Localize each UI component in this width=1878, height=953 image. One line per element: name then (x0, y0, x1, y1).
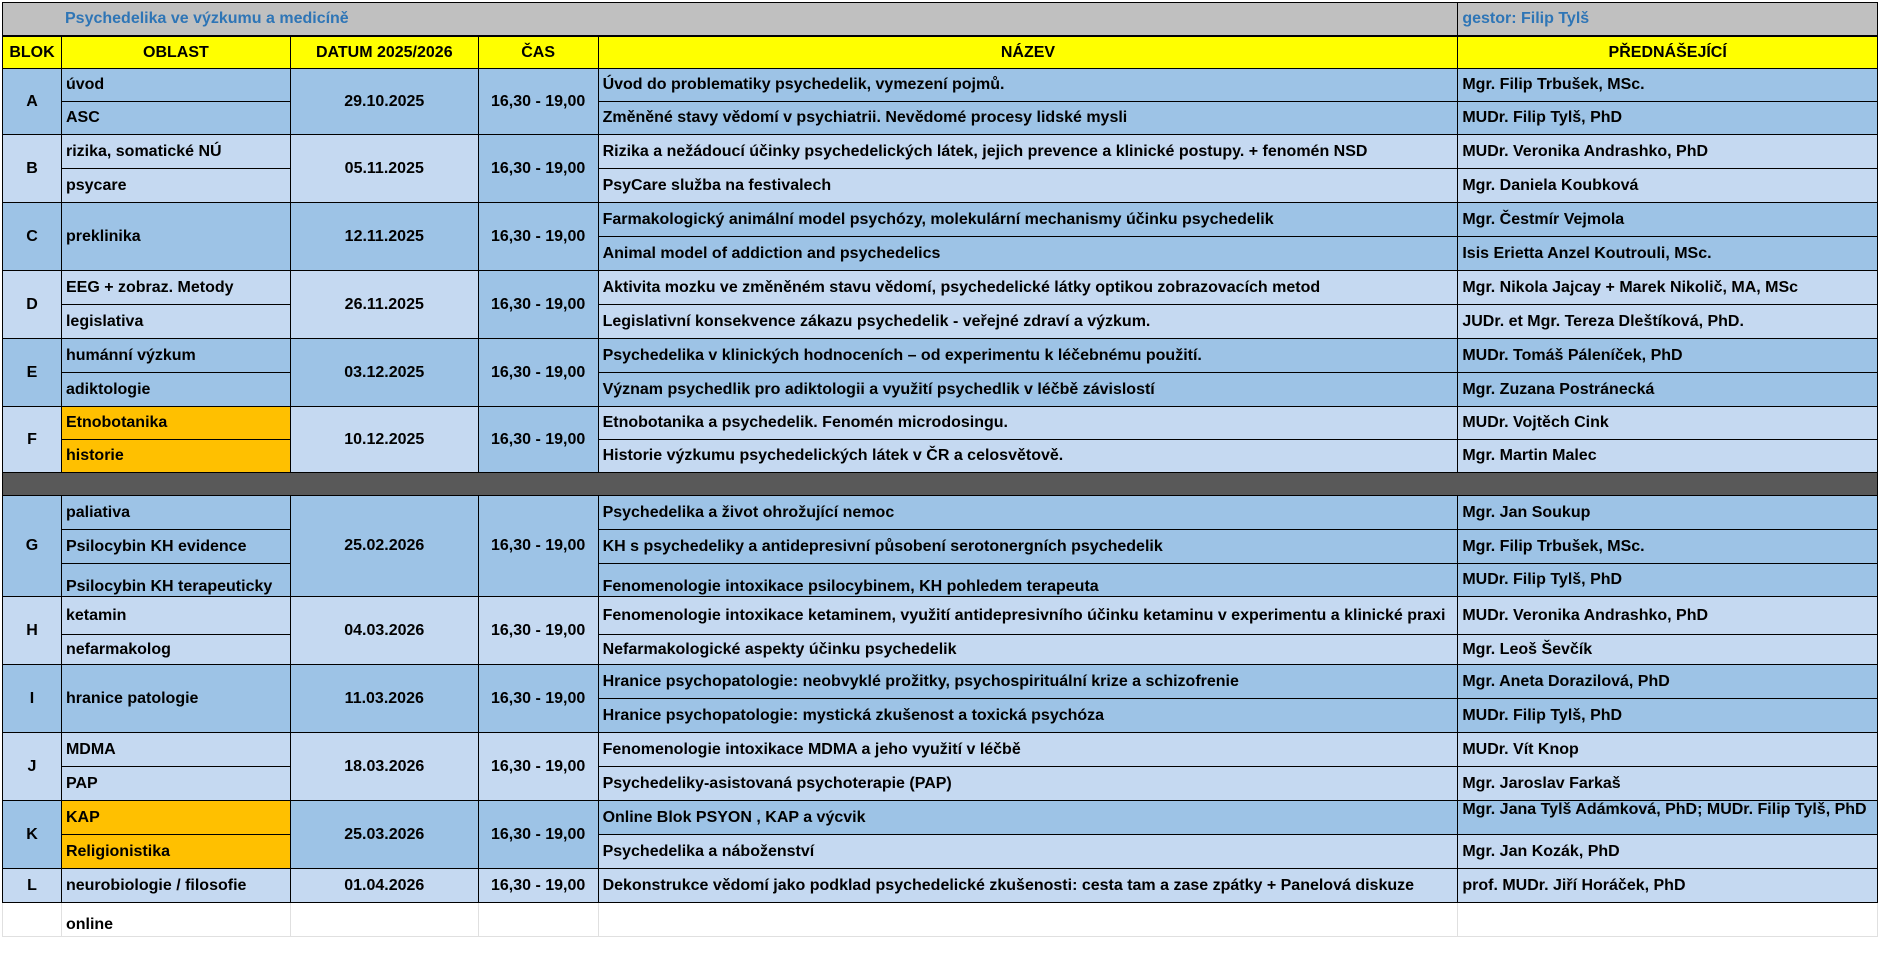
header-nazev[interactable]: NÁZEV (598, 36, 1458, 69)
cell-oblast[interactable]: rizika, somatické NÚ (61, 135, 290, 169)
table-row (3, 135, 1878, 169)
cell-cas[interactable]: 16,30 - 19,00 (478, 801, 598, 869)
table-row (3, 530, 1878, 564)
cell-blok[interactable]: A (3, 69, 62, 135)
cell-cas[interactable]: 16,30 - 19,00 (478, 496, 598, 597)
cell-nazev[interactable]: Dekonstrukce vědomí jako podklad psychedelické zkušenosti: cesta tam a zase zpátky + Panelová diskuze (598, 869, 1458, 903)
cell-cas[interactable]: 16,30 - 19,00 (478, 135, 598, 203)
cell-datum[interactable]: 29.10.2025 (290, 69, 478, 135)
cell-oblast[interactable]: hranice patologie (61, 665, 290, 733)
cell-oblast[interactable]: EEG + zobraz. Metody (61, 271, 290, 305)
cell-lektor[interactable]: JUDr. et Mgr. Tereza Dleštíková, PhD. (1458, 305, 1878, 339)
cell-lektor[interactable]: MUDr. Filip Tylš, PhD (1458, 564, 1878, 597)
table-row (3, 564, 1878, 597)
cell-lektor[interactable]: prof. MUDr. Jiří Horáček, PhD (1458, 869, 1878, 903)
cell-lektor[interactable]: MUDr. Tomáš Páleníček, PhD (1458, 339, 1878, 373)
cell-blok[interactable]: B (3, 135, 62, 203)
table-row (3, 271, 1878, 305)
cell-lektor[interactable]: Mgr. Filip Trbušek, MSc. (1458, 530, 1878, 564)
cell-nazev[interactable]: Fenomenologie intoxikace MDMA a jeho využití v léčbě (598, 733, 1458, 767)
cell-oblast[interactable]: Etnobotanika (61, 407, 290, 440)
header-prednasejici[interactable]: PŘEDNÁŠEJÍCÍ (1458, 36, 1878, 69)
cell-cas[interactable]: 16,30 - 19,00 (478, 407, 598, 473)
cell-lektor[interactable]: Mgr. Aneta Dorazilová, PhD (1458, 665, 1878, 699)
empty-cell[interactable] (478, 903, 598, 937)
cell-nazev[interactable]: Význam psychedlik pro adiktologii a využití psychedlik v léčbě závislostí (598, 373, 1458, 407)
cell-nazev[interactable]: Psychedelika v klinických hodnoceních – od experimentu k léčebnému použití. (598, 339, 1458, 373)
cell-lektor[interactable]: Isis Erietta Anzel Koutrouli, MSc. (1458, 237, 1878, 271)
separator (3, 473, 1878, 496)
cell-oblast[interactable]: humánní výzkum (61, 339, 290, 373)
schedule-table (2, 2, 1878, 937)
cell-lektor[interactable]: Mgr. Zuzana Postránecká (1458, 373, 1878, 407)
cell-datum[interactable]: 03.12.2025 (290, 339, 478, 407)
cell-blok[interactable]: E (3, 339, 62, 407)
gestor[interactable]: gestor: Filip Tylš (1458, 3, 1878, 37)
empty-cell[interactable] (3, 903, 62, 937)
table-row (3, 305, 1878, 339)
cell-oblast[interactable]: nefarmakolog (61, 635, 290, 665)
cell-cas[interactable]: 16,30 - 19,00 (478, 597, 598, 665)
cell-datum[interactable]: 25.03.2026 (290, 801, 478, 869)
header-blok[interactable]: BLOK (3, 36, 62, 69)
cell-nazev[interactable]: Úvod do problematiky psychedelik, vymezení pojmů. (598, 69, 1458, 102)
cell-oblast[interactable]: ketamin (61, 597, 290, 635)
cell-nazev[interactable]: Online Blok PSYON , KAP a výcvik (598, 801, 1458, 835)
cell-nazev[interactable]: Farmakologický animální model psychózy, molekulární mechanismy účinku psychedelik (598, 203, 1458, 237)
cell-datum[interactable]: 05.11.2025 (290, 135, 478, 203)
cell-nazev[interactable]: Hranice psychopatologie: mystická zkušenost a toxická psychóza (598, 699, 1458, 733)
cell-oblast[interactable]: adiktologie (61, 373, 290, 407)
separator-row (3, 473, 1878, 496)
cell-blok[interactable]: J (3, 733, 62, 801)
cell-nazev[interactable]: Hranice psychopatologie: neobvyklé prožitky, psychospirituální krize a schizofrenie (598, 665, 1458, 699)
cell-lektor[interactable]: Mgr. Jaroslav Farkaš (1458, 767, 1878, 801)
cell-oblast[interactable]: neurobiologie / filosofie (61, 869, 290, 903)
empty-cell[interactable] (598, 903, 1458, 937)
table-row (3, 373, 1878, 407)
table-row (3, 339, 1878, 373)
cell-datum[interactable]: 12.11.2025 (290, 203, 478, 271)
header-oblast[interactable]: OBLAST (61, 36, 290, 69)
cell-nazev[interactable]: Nefarmakologické aspekty účinku psychedelik (598, 635, 1458, 665)
cell-lektor[interactable]: Mgr. Jan Kozák, PhD (1458, 835, 1878, 869)
table-row (3, 835, 1878, 869)
table-row (3, 69, 1878, 102)
cell-cas[interactable]: 16,30 - 19,00 (478, 339, 598, 407)
cell-lektor[interactable]: MUDr. Veronika Andrashko, PhD (1458, 597, 1878, 635)
table-row (3, 869, 1878, 903)
cell-cas[interactable]: 16,30 - 19,00 (478, 69, 598, 135)
legend-row (3, 903, 1878, 937)
cell-datum[interactable]: 10.12.2025 (290, 407, 478, 473)
cell-oblast[interactable]: KAP (61, 801, 290, 835)
cell-oblast[interactable]: preklinika (61, 203, 290, 271)
legend-online[interactable]: online (61, 903, 290, 937)
table-row (3, 767, 1878, 801)
table-row (3, 440, 1878, 473)
cell-lektor[interactable]: Mgr. Daniela Koubková (1458, 169, 1878, 203)
cell-oblast[interactable]: legislativa (61, 305, 290, 339)
cell-lektor[interactable]: Mgr. Nikola Jajcay + Marek Nikolič, MA, MSc (1458, 271, 1878, 305)
header-row (3, 36, 1878, 69)
cell-oblast[interactable]: Religionistika (61, 835, 290, 869)
cell-oblast[interactable]: Psilocybin KH evidence (61, 530, 290, 564)
cell-blok[interactable]: I (3, 665, 62, 733)
cell-datum[interactable]: 25.02.2026 (290, 496, 478, 597)
cell-datum[interactable]: 11.03.2026 (290, 665, 478, 733)
cell-datum[interactable]: 01.04.2026 (290, 869, 478, 903)
cell-blok[interactable]: D (3, 271, 62, 339)
cell-lektor[interactable]: Mgr. Leoš Ševčík (1458, 635, 1878, 665)
sheet-title[interactable]: Psychedelika ve výzkumu a medicíně (3, 3, 1458, 37)
cell-oblast[interactable]: historie (61, 440, 290, 473)
cell-blok[interactable]: K (3, 801, 62, 869)
cell-nazev[interactable]: Fenomenologie intoxikace ketaminem, využití antidepresivního účinku ketaminu v experimentu a klinické praxi (598, 597, 1458, 635)
table-row (3, 407, 1878, 440)
cell-datum[interactable]: 26.11.2025 (290, 271, 478, 339)
cell-cas[interactable]: 16,30 - 19,00 (478, 271, 598, 339)
empty-cell[interactable] (290, 903, 478, 937)
cell-nazev[interactable]: Psychedeliky-asistovaná psychoterapie (PAP) (598, 767, 1458, 801)
cell-oblast[interactable]: psycare (61, 169, 290, 203)
table-row (3, 496, 1878, 530)
cell-lektor[interactable]: MUDr. Filip Tylš, PhD (1458, 699, 1878, 733)
cell-oblast[interactable]: paliativa (61, 496, 290, 530)
table-row (3, 733, 1878, 767)
table-row (3, 203, 1878, 237)
cell-nazev[interactable]: Změněné stavy vědomí v psychiatrii. Nevědomé procesy lidské mysli (598, 102, 1458, 135)
cell-blok[interactable]: G (3, 496, 62, 597)
cell-blok[interactable]: L (3, 869, 62, 903)
cell-blok[interactable]: C (3, 203, 62, 271)
table-row (3, 635, 1878, 665)
cell-lektor[interactable]: Mgr. Filip Trbušek, MSc. (1458, 69, 1878, 102)
cell-cas[interactable]: 16,30 - 19,00 (478, 665, 598, 733)
cell-oblast[interactable]: MDMA (61, 733, 290, 767)
cell-nazev[interactable]: PsyCare služba na festivalech (598, 169, 1458, 203)
table-row (3, 169, 1878, 203)
cell-oblast[interactable]: PAP (61, 767, 290, 801)
cell-lektor[interactable]: MUDr. Vít Knop (1458, 733, 1878, 767)
empty-cell[interactable] (1458, 903, 1878, 937)
cell-nazev[interactable]: Aktivita mozku ve změněném stavu vědomí, psychedelické látky optikou zobrazovacích metod (598, 271, 1458, 305)
cell-nazev[interactable]: Psychedelika a náboženství (598, 835, 1458, 869)
table-row (3, 597, 1878, 635)
cell-nazev[interactable]: Animal model of addiction and psychedelics (598, 237, 1458, 271)
cell-lektor[interactable]: Mgr. Čestmír Vejmola (1458, 203, 1878, 237)
cell-nazev[interactable]: Etnobotanika a psychedelik. Fenomén microdosingu. (598, 407, 1458, 440)
cell-nazev[interactable]: Psychedelika a život ohrožující nemoc (598, 496, 1458, 530)
cell-lektor[interactable]: MUDr. Filip Tylš, PhD (1458, 102, 1878, 135)
cell-nazev[interactable]: Fenomenologie intoxikace psilocybinem, KH pohledem terapeuta (598, 564, 1458, 597)
header-cas[interactable]: ČAS (478, 36, 598, 69)
table-row (3, 801, 1878, 835)
cell-nazev[interactable]: Historie výzkumu psychedelických látek v ČR a celosvětově. (598, 440, 1458, 473)
cell-cas[interactable]: 16,30 - 19,00 (478, 203, 598, 271)
cell-cas[interactable]: 16,30 - 19,00 (478, 869, 598, 903)
cell-cas[interactable]: 16,30 - 19,00 (478, 733, 598, 801)
cell-datum[interactable]: 18.03.2026 (290, 733, 478, 801)
header-datum[interactable]: DATUM 2025/2026 (290, 36, 478, 69)
cell-lektor[interactable]: MUDr. Vojtěch Cink (1458, 407, 1878, 440)
table-row (3, 102, 1878, 135)
cell-oblast[interactable]: úvod (61, 69, 290, 102)
cell-blok[interactable]: F (3, 407, 62, 473)
title-row (3, 3, 1878, 37)
cell-lektor[interactable]: Mgr. Jana Tylš Adámková, PhD; MUDr. Filip Tylš, PhD (1458, 801, 1878, 835)
cell-datum[interactable]: 04.03.2026 (290, 597, 478, 665)
cell-oblast[interactable]: Psilocybin KH terapeuticky (61, 564, 290, 597)
cell-lektor[interactable]: Mgr. Jan Soukup (1458, 496, 1878, 530)
cell-nazev[interactable]: Rizika a nežádoucí účinky psychedelických látek, jejich prevence a klinické postupy. + fenomén NSD (598, 135, 1458, 169)
cell-lektor[interactable]: MUDr. Veronika Andrashko, PhD (1458, 135, 1878, 169)
cell-blok[interactable]: H (3, 597, 62, 665)
table-row (3, 665, 1878, 699)
cell-lektor[interactable]: Mgr. Martin Malec (1458, 440, 1878, 473)
cell-nazev[interactable]: Legislativní konsekvence zákazu psychedelik - veřejné zdraví a výzkum. (598, 305, 1458, 339)
cell-nazev[interactable]: KH s psychedeliky a antidepresivní působení serotonergních psychedelik (598, 530, 1458, 564)
cell-oblast[interactable]: ASC (61, 102, 290, 135)
